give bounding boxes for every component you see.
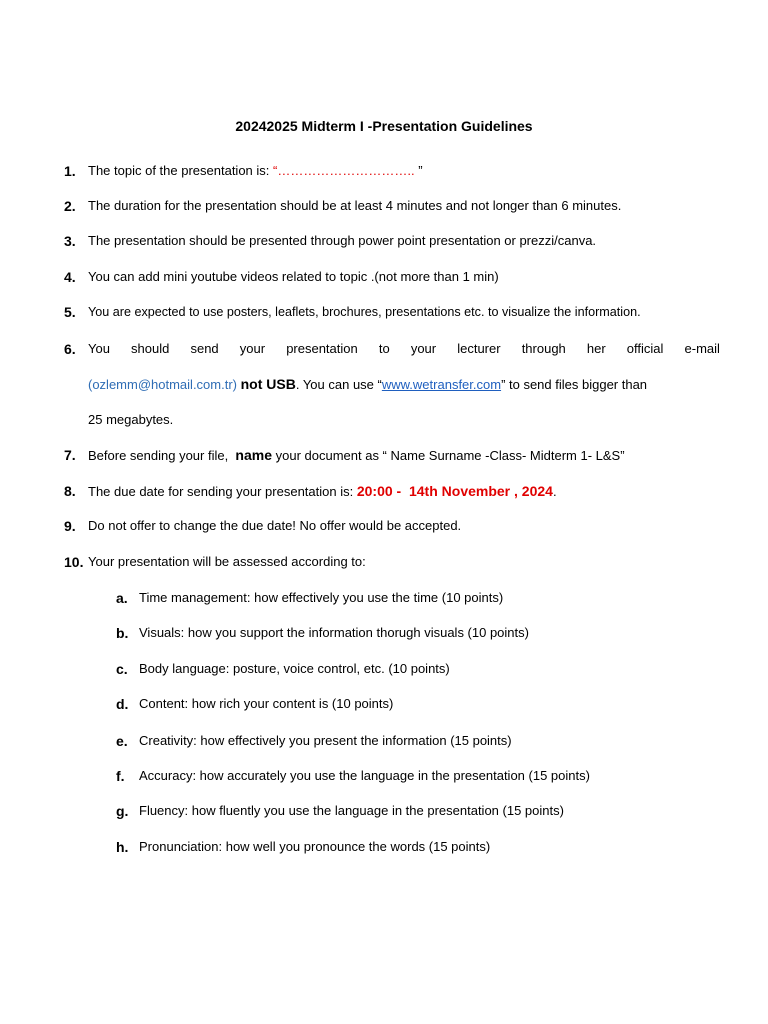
item-number: 10.	[64, 554, 84, 570]
item-number: 8.	[64, 483, 76, 499]
criteria-text: Accuracy: how accurately you use the language in the presentation (15 points)	[139, 768, 590, 783]
criteria-text: Time management: how effectively you use the time (10 points)	[139, 590, 504, 605]
criteria-text: Pronunciation: how well you pronounce the words (15 points)	[139, 839, 491, 854]
item-number: 3.	[64, 233, 76, 249]
not-usb-emphasis: not USB	[240, 376, 296, 392]
due-date: 20:00 - 14th November , 2024	[356, 483, 553, 499]
criteria-letter: d.	[116, 696, 129, 712]
criteria-text: Fluency: how fluently you use the language in the presentation (15 points)	[139, 803, 564, 818]
item-text: 25 megabytes.	[88, 412, 174, 427]
page-title: 20242025 Midterm I -Presentation Guidelines	[235, 118, 533, 134]
item-text: The presentation should be presented through power point presentation or prezzi/canva.	[88, 233, 597, 248]
item-text: You are expected to use posters, leaflets, brochures, presentations etc. to visualize the information.	[88, 305, 641, 319]
criteria-text: Visuals: how you support the information thorugh visuals (10 points)	[139, 625, 529, 640]
criteria-letter: b.	[116, 625, 129, 641]
item-number: 7.	[64, 447, 76, 463]
item-number: 6.	[64, 341, 76, 357]
item-number: 1.	[64, 163, 76, 179]
item-number: 2.	[64, 198, 76, 214]
item-number: 4.	[64, 269, 76, 285]
criteria-text: Body language: posture, voice control, etc. (10 points)	[139, 661, 450, 676]
criteria-letter: f.	[116, 768, 125, 784]
item-number: 5.	[64, 304, 76, 320]
item-text: You can add mini youtube videos related to topic .(not more than 1 min)	[88, 269, 499, 284]
email-address: (ozlemm@hotmail.com.tr)	[88, 377, 237, 392]
justified-line: (ozlemm@hotmail.com.tr) not USB. You can use “www.wetransfer.com” to send files bigger than	[88, 376, 648, 392]
criteria-text: Creativity: how effectively you present the information (15 points)	[139, 733, 512, 748]
criteria-letter: c.	[116, 661, 128, 677]
item-text: Your presentation will be assessed according to:	[88, 554, 366, 569]
criteria-letter: h.	[116, 839, 129, 855]
item-text: Do not offer to change the due date! No offer would be accepted.	[88, 518, 462, 533]
item-text: The duration for the presentation should be at least 4 minutes and not longer than 6 minutes.	[88, 198, 622, 213]
list-item-6	[64, 339, 720, 439]
wetransfer-link[interactable]: www.wetransfer.com	[381, 377, 502, 392]
item-text: The due date for sending your presentation is: 20:00 - 14th November , 2024.	[88, 483, 557, 499]
justified-line: You should send your presentation to your lecturer through her official e-mail	[88, 341, 720, 356]
criteria-letter: a.	[116, 590, 128, 606]
item-number: 9.	[64, 518, 76, 534]
criteria-letter: g.	[116, 803, 129, 819]
topic-placeholder: “…………………………..	[273, 163, 419, 178]
criteria-text: Content: how rich your content is (10 points)	[139, 696, 394, 711]
item-text: Before sending your file, name your document as “ Name Surname -Class- Midterm 1- L&S”	[88, 447, 625, 463]
item-text: The topic of the presentation is: “………………………….. ”	[88, 163, 423, 178]
name-emphasis: name	[235, 447, 272, 463]
criteria-letter: e.	[116, 733, 128, 749]
